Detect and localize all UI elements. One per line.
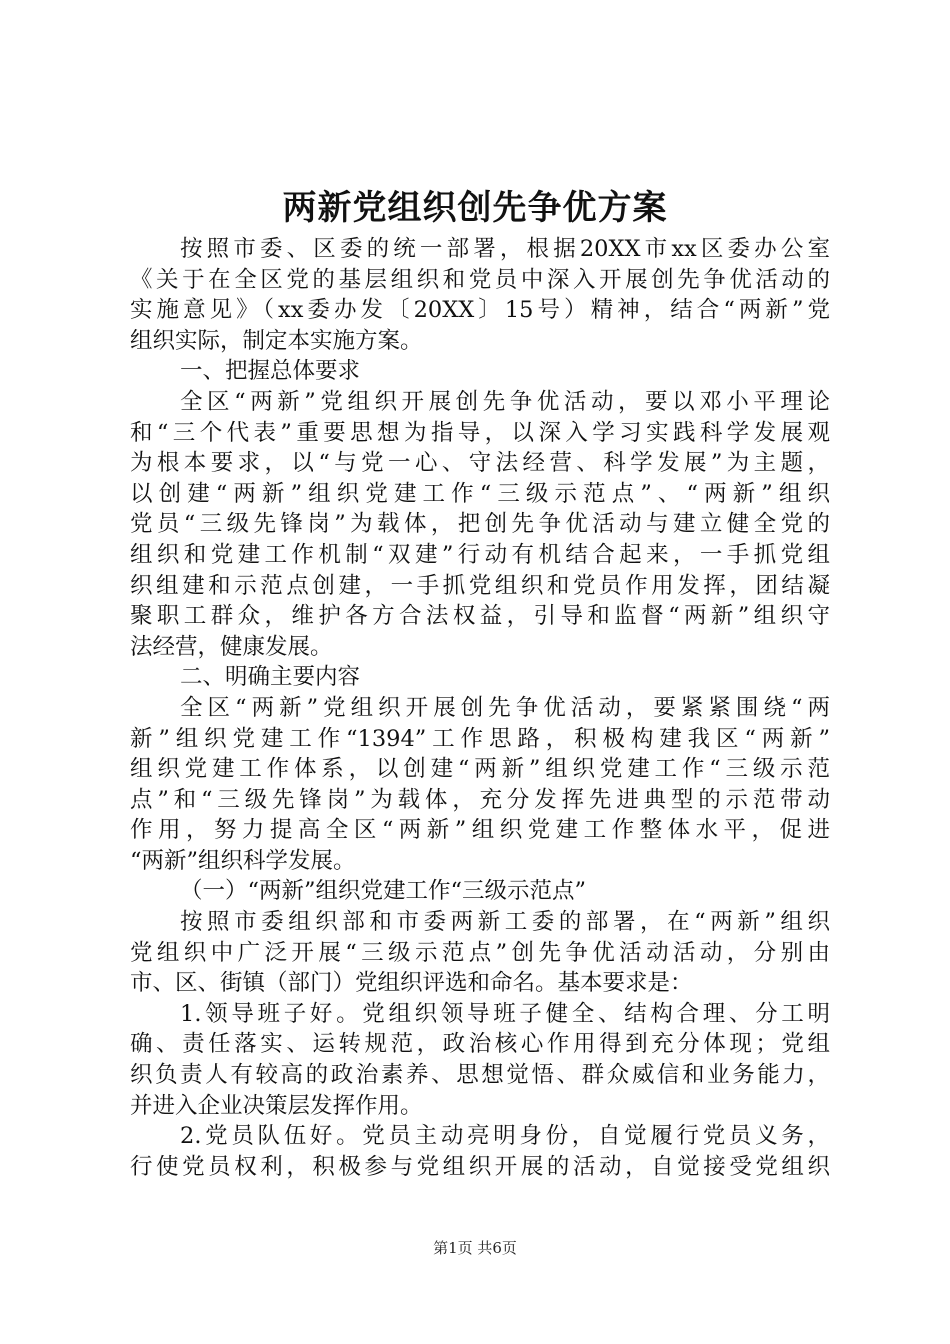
- text-line: 按照市委、区委的统一部署，根据20XX市xx区委办公室: [180, 236, 830, 262]
- text-line: 作用，努力提高全区“两新”组织党建工作整体水平，促进: [130, 817, 830, 844]
- text-line: 新”组织党建工作“1394”工作思路，积极构建我区“两新”: [130, 725, 830, 752]
- section-heading: 二、明确主要内容: [180, 664, 361, 691]
- text-line: 组织党建工作体系，以创建“两新”组织党建工作“三级示范: [130, 756, 830, 783]
- text-line: 并进入企业决策层发挥作用。: [130, 1092, 423, 1119]
- text-line: 织负责人有较高的政治素养、思想觉悟、群众威信和业务能力，: [130, 1062, 830, 1089]
- text-line: 织组建和示范点创建，一手抓党组织和党员作用发挥，团结凝: [130, 572, 830, 599]
- text-line: “两新”组织科学发展。: [130, 847, 356, 874]
- text-line: 以创建“两新”组织党建工作“三级示范点”、“两新”组织: [130, 480, 830, 507]
- document-title: 两新党组织创先争优方案: [282, 188, 668, 228]
- text-line: 全区“两新”党组织开展创先争优活动，要紧紧围绕“两: [180, 694, 830, 721]
- text-line: 法经营，健康发展。: [130, 633, 333, 660]
- text-line: 聚职工群众，维护各方合法权益，引导和监督“两新”组织守: [130, 603, 830, 630]
- text-line: 党员“三级先锋岗”为载体，把创先争优活动与建立健全党的: [130, 511, 830, 538]
- text-line: 全区“两新”党组织开展创先争优活动，要以邓小平理论: [180, 388, 830, 415]
- text-line: 点”和“三级先锋岗”为载体，充分发挥先进典型的示范带动: [130, 786, 830, 813]
- section-heading: 一、把握总体要求: [180, 358, 361, 385]
- text-line: 组织和党建工作机制“双建”行动有机结合起来，一手抓党组: [130, 541, 830, 568]
- text-line: 1.领导班子好。党组织领导班子健全、结构合理、分工明: [180, 1000, 830, 1027]
- document-body: [130, 234, 830, 1182]
- text-line: 按照市委组织部和市委两新工委的部署，在“两新”组织: [180, 909, 830, 936]
- text-line: 党组织中广泛开展“三级示范点”创先争优活动活动，分别由: [130, 939, 830, 966]
- text-line: 《关于在全区党的基层组织和党员中深入开展创先争优活动的: [130, 266, 830, 293]
- text-line: 2.党员队伍好。党员主动亮明身份，自觉履行党员义务，: [180, 1123, 830, 1150]
- text-line: 组织实际，制定本实施方案。: [130, 327, 423, 354]
- text-line: 市、区、街镇（部门）党组织评选和命名。基本要求是：: [130, 970, 693, 997]
- text-line: 行使党员权利，积极参与党组织开展的活动，自觉接受党组织: [130, 1153, 830, 1180]
- text-line: 和“三个代表”重要思想为指导，以深入学习实践科学发展观: [130, 419, 830, 446]
- text-line: 实施意见》（xx委办发〔20XX〕15号）精神，结合“两新”党: [130, 297, 830, 324]
- page-footer: 第1页 共6页: [433, 1239, 517, 1257]
- text-line: 为根本要求，以“与党一心、守法经营、科学发展”为主题，: [130, 450, 830, 477]
- text-line: 确、责任落实、运转规范，政治核心作用得到充分体现；党组: [130, 1031, 830, 1058]
- subsection-heading: （一）“两新”组织党建工作“三级示范点”: [180, 878, 587, 905]
